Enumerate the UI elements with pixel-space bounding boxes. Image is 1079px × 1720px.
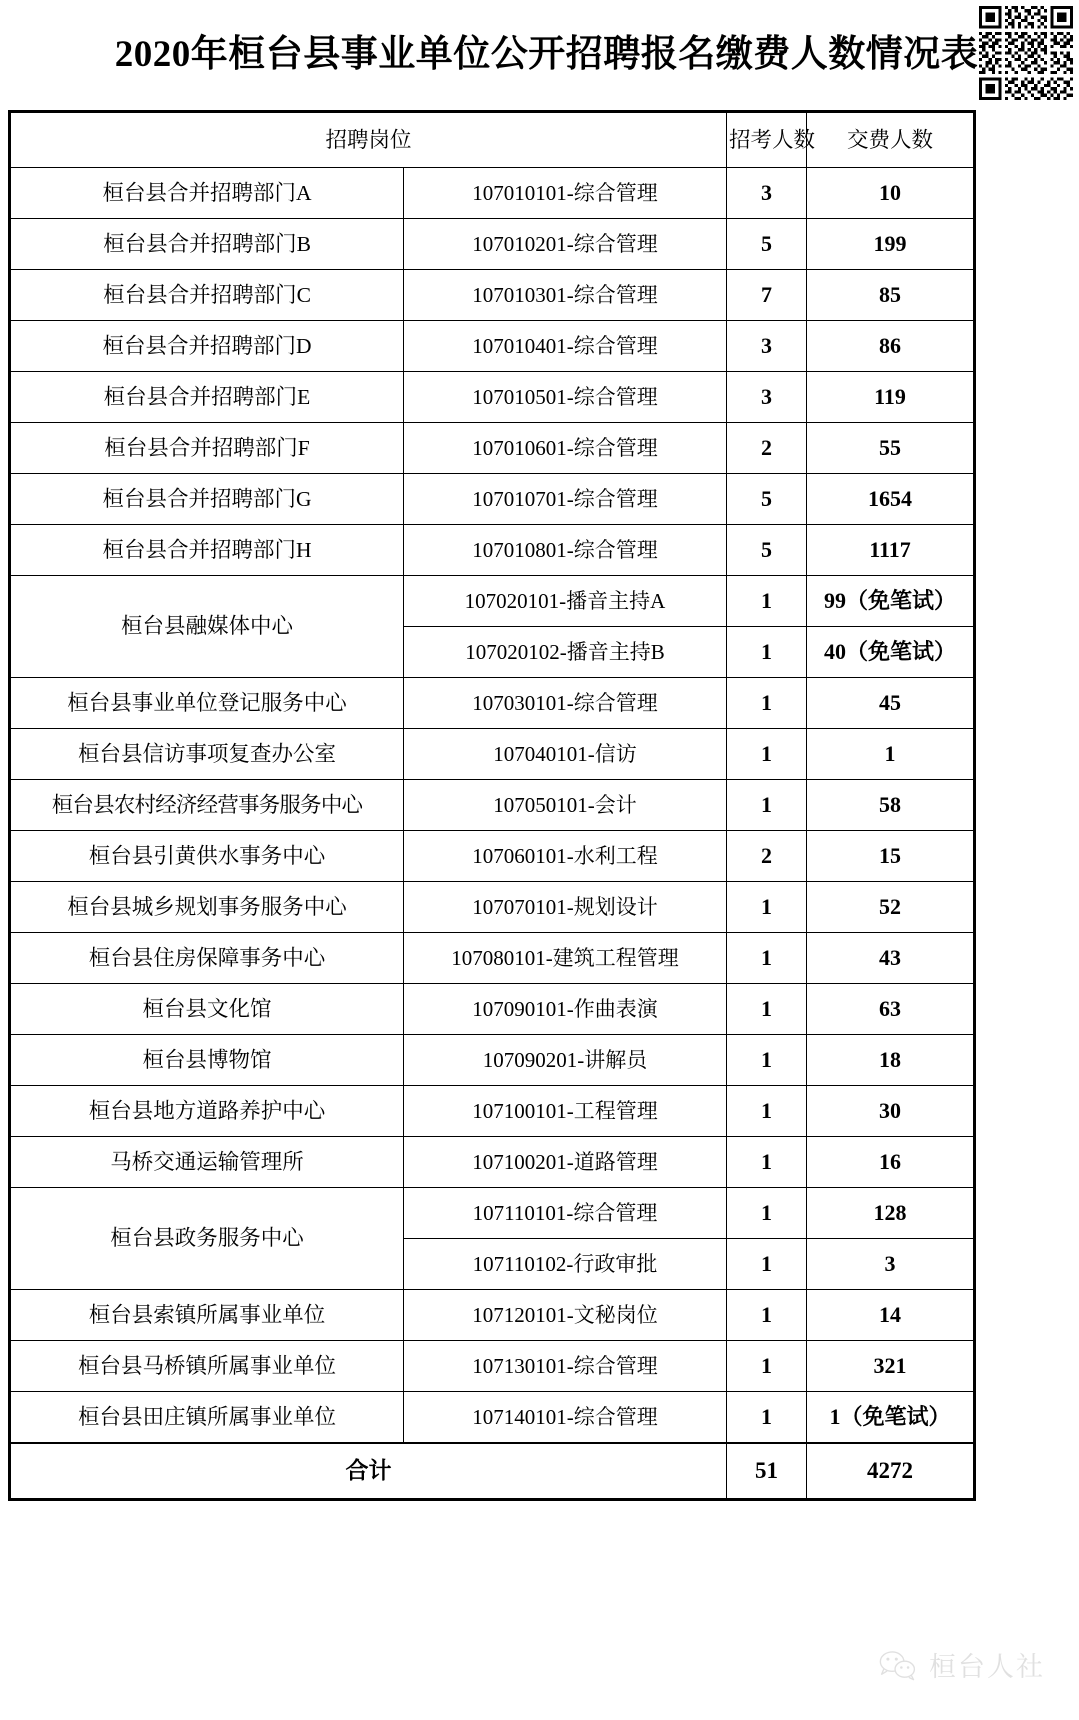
cell-organization: 桓台县索镇所属事业单位 xyxy=(10,1290,404,1341)
total-plan-count: 51 xyxy=(727,1443,807,1500)
table-row xyxy=(10,270,975,321)
cell-organization: 桓台县合并招聘部门A xyxy=(10,168,404,219)
total-label: 合计 xyxy=(10,1443,727,1500)
cell-paid-count: 1（免笔试） xyxy=(807,1392,975,1444)
column-header-plan-count: 招考人数 xyxy=(727,112,807,168)
cell-paid-count: 63 xyxy=(807,984,975,1035)
cell-plan-count: 5 xyxy=(727,525,807,576)
cell-paid-count: 18 xyxy=(807,1035,975,1086)
cell-organization: 桓台县信访事项复查办公室 xyxy=(10,729,404,780)
cell-plan-count: 1 xyxy=(727,1188,807,1239)
cell-plan-count: 1 xyxy=(727,780,807,831)
cell-paid-count: 45 xyxy=(807,678,975,729)
cell-organization: 桓台县住房保障事务中心 xyxy=(10,933,404,984)
table-row xyxy=(10,219,975,270)
table-row xyxy=(10,168,975,219)
cell-organization: 桓台县博物馆 xyxy=(10,1035,404,1086)
column-header-position: 招聘岗位 xyxy=(10,112,727,168)
cell-position-code: 107090201-讲解员 xyxy=(404,1035,727,1086)
qr-code-icon xyxy=(979,6,1073,100)
cell-plan-count: 1 xyxy=(727,627,807,678)
cell-position-code: 107100101-工程管理 xyxy=(404,1086,727,1137)
cell-position-code: 107010401-综合管理 xyxy=(404,321,727,372)
table-row xyxy=(10,831,975,882)
footer-watermark xyxy=(877,1645,1045,1684)
cell-plan-count: 1 xyxy=(727,882,807,933)
cell-paid-count: 15 xyxy=(807,831,975,882)
table-row xyxy=(10,780,975,831)
cell-organization: 桓台县文化馆 xyxy=(10,984,404,1035)
cell-paid-count: 55 xyxy=(807,423,975,474)
cell-paid-count: 119 xyxy=(807,372,975,423)
cell-organization: 桓台县引黄供水事务中心 xyxy=(10,831,404,882)
total-row xyxy=(10,1443,975,1500)
cell-paid-count: 99（免笔试） xyxy=(807,576,975,627)
table-row xyxy=(10,576,975,627)
table-row xyxy=(10,882,975,933)
cell-plan-count: 3 xyxy=(727,372,807,423)
cell-plan-count: 3 xyxy=(727,168,807,219)
cell-paid-count: 16 xyxy=(807,1137,975,1188)
cell-organization: 桓台县马桥镇所属事业单位 xyxy=(10,1341,404,1392)
cell-position-code: 107070101-规划设计 xyxy=(404,882,727,933)
cell-plan-count: 7 xyxy=(727,270,807,321)
cell-position-code: 107010301-综合管理 xyxy=(404,270,727,321)
cell-position-code: 107010801-综合管理 xyxy=(404,525,727,576)
cell-organization: 桓台县合并招聘部门G xyxy=(10,474,404,525)
cell-organization: 桓台县田庄镇所属事业单位 xyxy=(10,1392,404,1444)
cell-plan-count: 5 xyxy=(727,219,807,270)
cell-paid-count: 128 xyxy=(807,1188,975,1239)
cell-paid-count: 1654 xyxy=(807,474,975,525)
cell-position-code: 107020102-播音主持B xyxy=(404,627,727,678)
table-body xyxy=(10,168,975,1444)
qr-code[interactable] xyxy=(979,6,1073,100)
cell-position-code: 107100201-道路管理 xyxy=(404,1137,727,1188)
cell-position-code: 107010701-综合管理 xyxy=(404,474,727,525)
cell-paid-count: 10 xyxy=(807,168,975,219)
cell-plan-count: 1 xyxy=(727,678,807,729)
table-row xyxy=(10,423,975,474)
cell-plan-count: 1 xyxy=(727,576,807,627)
table-row xyxy=(10,525,975,576)
cell-paid-count: 1117 xyxy=(807,525,975,576)
cell-position-code: 107010601-综合管理 xyxy=(404,423,727,474)
wechat-account-name: 桓台人社 xyxy=(929,1652,1045,1682)
wechat-icon xyxy=(877,1648,919,1682)
table-row xyxy=(10,474,975,525)
cell-position-code: 107050101-会计 xyxy=(404,780,727,831)
cell-paid-count: 30 xyxy=(807,1086,975,1137)
cell-organization: 桓台县合并招聘部门D xyxy=(10,321,404,372)
cell-plan-count: 1 xyxy=(727,984,807,1035)
cell-organization: 桓台县合并招聘部门F xyxy=(10,423,404,474)
table-row xyxy=(10,321,975,372)
table-header xyxy=(10,112,975,168)
cell-plan-count: 1 xyxy=(727,1035,807,1086)
table-header-row xyxy=(10,112,975,168)
table-row xyxy=(10,1137,975,1188)
cell-position-code: 107120101-文秘岗位 xyxy=(404,1290,727,1341)
cell-paid-count: 86 xyxy=(807,321,975,372)
cell-paid-count: 43 xyxy=(807,933,975,984)
page-title: 2020年桓台县事业单位公开招聘报名缴费人数情况表 xyxy=(114,33,979,75)
cell-organization: 桓台县融媒体中心 xyxy=(10,576,404,678)
cell-position-code: 107040101-信访 xyxy=(404,729,727,780)
cell-organization: 桓台县地方道路养护中心 xyxy=(10,1086,404,1137)
recruitment-table-wrapper xyxy=(8,110,976,1501)
cell-plan-count: 5 xyxy=(727,474,807,525)
column-header-paid-count: 交费人数 xyxy=(807,112,975,168)
cell-position-code: 107110101-综合管理 xyxy=(404,1188,727,1239)
cell-plan-count: 1 xyxy=(727,1086,807,1137)
cell-paid-count: 321 xyxy=(807,1341,975,1392)
cell-organization: 桓台县城乡规划事务服务中心 xyxy=(10,882,404,933)
cell-paid-count: 52 xyxy=(807,882,975,933)
cell-organization: 桓台县合并招聘部门C xyxy=(10,270,404,321)
table-row xyxy=(10,678,975,729)
table-row xyxy=(10,984,975,1035)
recruitment-table xyxy=(8,110,976,1501)
cell-position-code: 107030101-综合管理 xyxy=(404,678,727,729)
table-row xyxy=(10,1290,975,1341)
cell-organization: 桓台县农村经济经营事务服务中心 xyxy=(10,780,404,831)
cell-plan-count: 1 xyxy=(727,1290,807,1341)
cell-position-code: 107090101-作曲表演 xyxy=(404,984,727,1035)
table-row xyxy=(10,933,975,984)
cell-plan-count: 1 xyxy=(727,729,807,780)
table-row xyxy=(10,372,975,423)
cell-plan-count: 1 xyxy=(727,1239,807,1290)
cell-plan-count: 3 xyxy=(727,321,807,372)
cell-position-code: 107010201-综合管理 xyxy=(404,219,727,270)
table-row xyxy=(10,1341,975,1392)
cell-organization: 桓台县政务服务中心 xyxy=(10,1188,404,1290)
table-footer xyxy=(10,1443,975,1500)
cell-position-code: 107140101-综合管理 xyxy=(404,1392,727,1444)
cell-position-code: 107110102-行政审批 xyxy=(404,1239,727,1290)
cell-plan-count: 2 xyxy=(727,423,807,474)
cell-organization: 桓台县合并招聘部门E xyxy=(10,372,404,423)
table-row xyxy=(10,1188,975,1239)
cell-plan-count: 1 xyxy=(727,1392,807,1444)
cell-paid-count: 85 xyxy=(807,270,975,321)
cell-organization: 桓台县事业单位登记服务中心 xyxy=(10,678,404,729)
cell-paid-count: 1 xyxy=(807,729,975,780)
cell-plan-count: 1 xyxy=(727,933,807,984)
cell-paid-count: 199 xyxy=(807,219,975,270)
cell-position-code: 107010101-综合管理 xyxy=(404,168,727,219)
cell-plan-count: 1 xyxy=(727,1137,807,1188)
table-row xyxy=(10,729,975,780)
table-row xyxy=(10,1086,975,1137)
cell-paid-count: 40（免笔试） xyxy=(807,627,975,678)
cell-organization: 桓台县合并招聘部门B xyxy=(10,219,404,270)
cell-position-code: 107010501-综合管理 xyxy=(404,372,727,423)
cell-organization: 马桥交通运输管理所 xyxy=(10,1137,404,1188)
cell-position-code: 107080101-建筑工程管理 xyxy=(404,933,727,984)
total-paid-count: 4272 xyxy=(807,1443,975,1500)
table-row xyxy=(10,1035,975,1086)
cell-paid-count: 3 xyxy=(807,1239,975,1290)
cell-plan-count: 1 xyxy=(727,1341,807,1392)
cell-position-code: 107020101-播音主持A xyxy=(404,576,727,627)
cell-plan-count: 2 xyxy=(727,831,807,882)
table-row xyxy=(10,1392,975,1444)
title-band xyxy=(0,0,1079,108)
cell-position-code: 107130101-综合管理 xyxy=(404,1341,727,1392)
cell-position-code: 107060101-水利工程 xyxy=(404,831,727,882)
cell-organization: 桓台县合并招聘部门H xyxy=(10,525,404,576)
cell-paid-count: 14 xyxy=(807,1290,975,1341)
cell-paid-count: 58 xyxy=(807,780,975,831)
